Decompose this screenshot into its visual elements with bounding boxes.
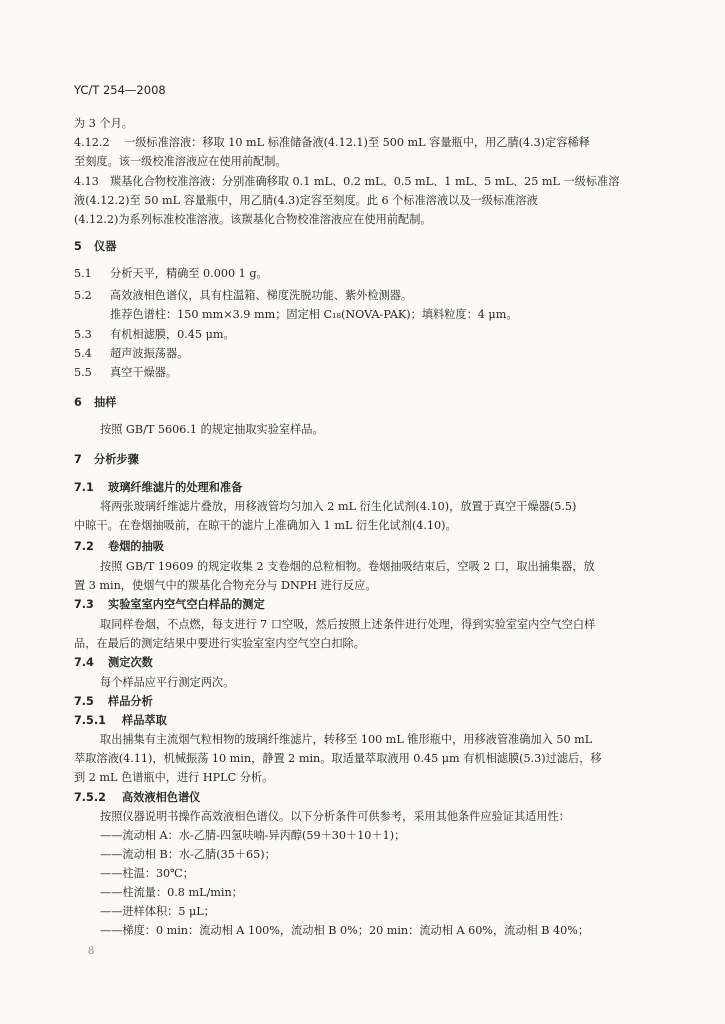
- clause-number: 7.5.1: [74, 714, 106, 727]
- list-item: ——柱温：30℃；: [100, 867, 194, 880]
- section-number: 7: [74, 453, 82, 466]
- clause-number: 7.5.2: [74, 791, 106, 804]
- clause-title: 样品分析: [108, 695, 153, 708]
- text-line: 羰基化合物校准溶液：分别准确移取 0.1 mL、0.2 mL、0.5 mL、1 mL、5 mL、25 mL 一级标准溶: [110, 175, 620, 188]
- text-line: 真空干燥器。: [110, 366, 178, 379]
- section-number: 5: [74, 240, 82, 253]
- clause-number: 7.4: [74, 656, 94, 669]
- text-line: 一级标准溶液：移取 10 mL 标准储备液(4.12.1)至 500 mL 容量瓶中，用乙腈(4.3)定容稀释: [124, 136, 590, 149]
- clause-title: 卷烟的抽吸: [108, 540, 164, 553]
- text-line: 取同样卷烟，不点燃，每支进行 7 口空吸，然后按照上述条件进行处理，得到实验室室内空气空白样: [100, 618, 596, 631]
- clause-number: 7.3: [74, 598, 94, 611]
- text-line: 推荐色谱柱：150 mm×3.9 mm；固定相 C₁₈(NOVA-PAK)；填料粒度：4 μm。: [110, 308, 518, 321]
- clause-number: 5.5: [74, 366, 92, 379]
- section-title: 抽样: [94, 396, 117, 409]
- text-line: 超声波振荡器。: [110, 347, 189, 360]
- section-title: 分析步骤: [94, 453, 139, 466]
- text-line: 至刻度。该一级校准溶液应在使用前配制。: [74, 155, 287, 168]
- page-number: 8: [88, 946, 95, 957]
- list-item: ——梯度：0 min：流动相 A 100%，流动相 B 0%；20 min：流动相 A 60%，流动相 B 40%；: [100, 924, 590, 937]
- section-number: 6: [74, 396, 82, 409]
- text-line: 置 3 min，使烟气中的羰基化合物充分与 DNPH 进行反应。: [74, 579, 377, 592]
- clause-title: 实验室室内空气空白样品的测定: [108, 598, 265, 611]
- list-item: ——流动相 B：水-乙腈(35＋65)；: [100, 848, 276, 861]
- clause-number: 5.3: [74, 328, 92, 341]
- text-line: 取出捕集有主流烟气粒相物的玻璃纤维滤片，转移至 100 mL 锥形瓶中，用移液管准确加入 50 mL: [100, 733, 593, 746]
- clause-title: 样品萃取: [122, 714, 167, 727]
- standard-code-header: YC/T 254—2008: [74, 83, 166, 97]
- clause-number: 5.4: [74, 347, 92, 360]
- clause-number: 7.5: [74, 695, 94, 708]
- clause-title: 玻璃纤维滤片的处理和准备: [108, 481, 243, 494]
- clause-number: 4.13: [74, 175, 99, 188]
- clause-title: 高效液相色谱仪: [122, 791, 201, 804]
- text-line: 按照 GB/T 19609 的规定收集 2 支卷烟的总粒相物。卷烟抽吸结束后，空吸 2 口，取出捕集器，放: [100, 560, 595, 573]
- text-line: 为 3 个月。: [74, 117, 133, 130]
- text-line: 中晾干。在卷烟抽吸前，在晾干的滤片上准确加入 1 mL 衍生化试剂(4.10)。: [74, 519, 457, 532]
- text-line: 将两张玻璃纤维滤片叠放，用移液管均匀加入 2 mL 衍生化试剂(4.10)，放置于真空干燥器(5.5): [100, 500, 577, 513]
- clause-title: 测定次数: [108, 656, 153, 669]
- text-line: 萃取溶液(4.11)，机械振荡 10 min，静置 2 min。取适量萃取液用 0.45 μm 有机相滤膜(5.3)过滤后，移: [74, 752, 602, 765]
- clause-number: 7.1: [74, 481, 94, 494]
- list-item: ——流动相 A：水-乙腈-四氢呋喃-异丙醇(59＋30＋10＋1)；: [100, 829, 406, 842]
- list-item: ——柱流量：0.8 mL/min；: [100, 886, 243, 899]
- text-line: 到 2 mL 色谱瓶中，进行 HPLC 分析。: [74, 771, 274, 784]
- text-line: 有机相滤膜，0.45 μm。: [110, 328, 235, 341]
- clause-number: 7.2: [74, 540, 94, 553]
- text-line: 分析天平，精确至 0.000 1 g。: [110, 267, 268, 280]
- text-line: 按照 GB/T 5606.1 的规定抽取实验室样品。: [100, 423, 324, 436]
- section-title: 仪器: [94, 240, 117, 253]
- text-line: (4.12.2)为系列标准校准溶液。该羰基化合物校准溶液应在使用前配制。: [74, 213, 432, 226]
- text-line: 液(4.12.2)至 50 mL 容量瓶中，用乙腈(4.3)定容至刻度。此 6 个标准溶液以及一级标准溶液: [74, 194, 538, 207]
- list-item: ——进样体积：5 μL；: [100, 905, 215, 918]
- clause-number: 4.12.2: [74, 136, 110, 149]
- clause-number: 5.1: [74, 267, 92, 280]
- text-line: 品，在最后的测定结果中要进行实验室室内空气空白扣除。: [74, 637, 365, 650]
- text-line: 每个样品应平行测定两次。: [100, 676, 235, 689]
- clause-number: 5.2: [74, 289, 92, 302]
- text-line: 按照仪器说明书操作高效液相色谱仪。以下分析条件可供参考，采用其他条件应验证其适用性：: [100, 810, 570, 823]
- text-line: 高效液相色谱仪，具有柱温箱、梯度洗脱功能、紫外检测器。: [110, 289, 413, 302]
